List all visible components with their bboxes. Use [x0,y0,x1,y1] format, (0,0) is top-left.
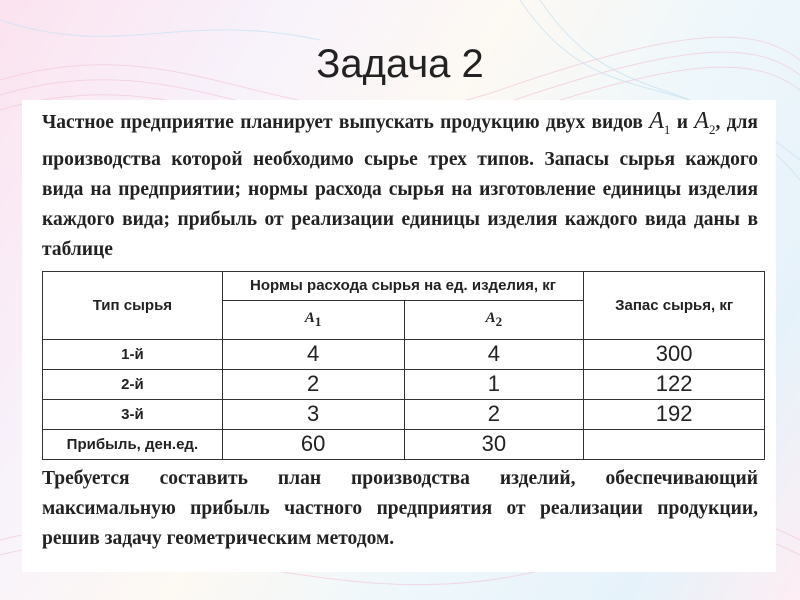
cell-a1: 2 [222,369,404,399]
task-card [22,100,776,572]
product-a1-symbol: $A_1$ [649,108,671,137]
norms-table [42,271,765,460]
cell-a1: 60 [222,429,404,459]
intro-text-3: , для производства которой необходимо сырье трех типов. Запасы сырья каждого вида на предприятии; нормы расхода сырья на изготовление единицы изделия каждого вида; прибыль от реализации единицы изделия каждого вида даны в таблице [42,112,758,260]
row-label: 3-й [43,399,223,429]
header-a1: $A_1$ [222,300,404,339]
row-label: 1-й [43,339,223,369]
intro-text-2: и [670,112,695,133]
table-row [43,399,765,429]
cell-a1: 4 [222,339,404,369]
header-material-type: Тип сырья [43,271,223,339]
table-row [43,429,765,459]
intro-text-1: Частное предприятие планирует выпускать продукцию двух видов [42,112,650,133]
cell-a2: 4 [404,339,584,369]
cell-a1: 3 [222,399,404,429]
product-a2-symbol: $A_2$ [694,108,716,137]
table-row [43,369,765,399]
cell-stock: 192 [584,399,765,429]
cell-a2: 30 [404,429,584,459]
row-label: Прибыль, ден.ед. [43,429,223,459]
header-norms: Нормы расхода сырья на ед. изделия, кг [222,271,583,300]
problem-intro [22,106,776,265]
header-stock: Запас сырья, кг [584,271,765,339]
cell-a2: 2 [404,399,584,429]
header-a2: $A_2$ [404,300,584,339]
cell-a2: 1 [404,369,584,399]
problem-conclusion: Требуется составить план производства изделий, обеспечивающий максимальную прибыль частного предприятия от реализации продукции, решив задачу геометрическим методом. [42,467,758,549]
cell-stock: 122 [584,369,765,399]
cell-stock [584,429,765,459]
cell-stock: 300 [584,339,765,369]
slide-title: Задача 2 [316,42,484,86]
row-label: 2-й [43,369,223,399]
table-row [43,339,765,369]
